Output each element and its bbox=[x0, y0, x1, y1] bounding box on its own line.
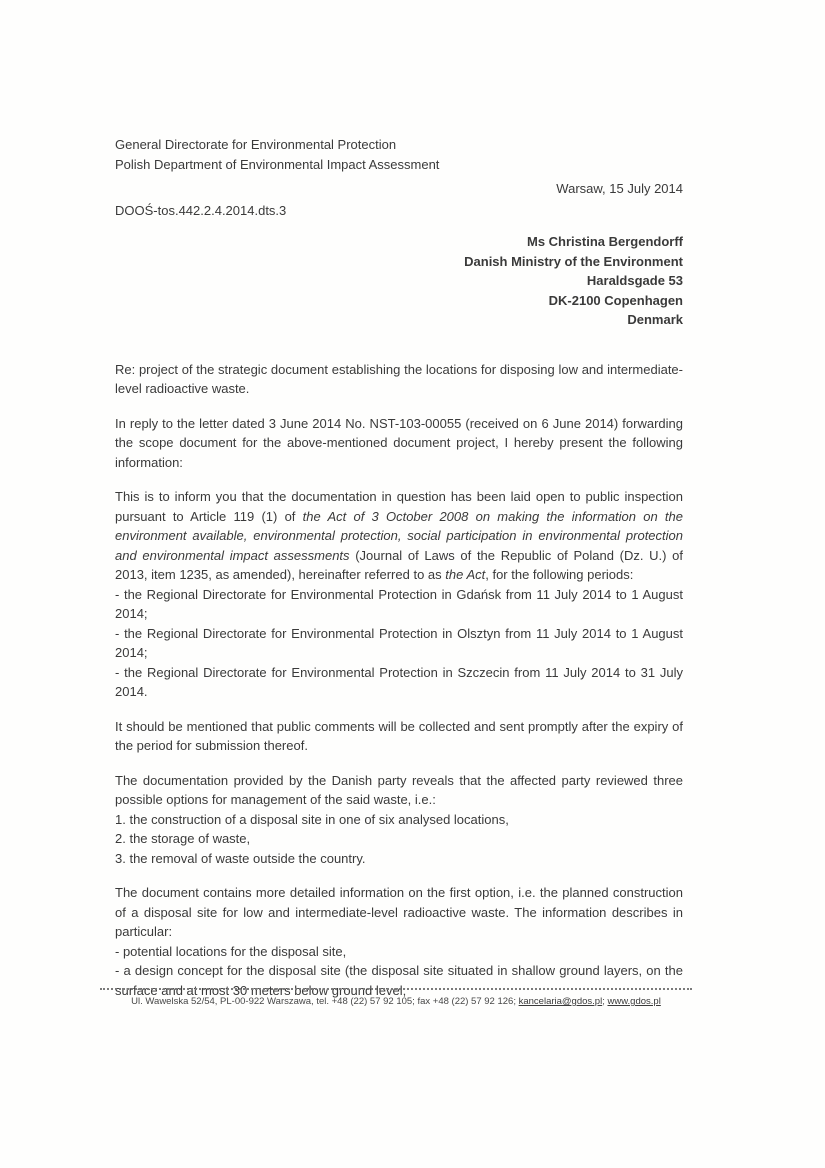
text-segment: - the Regional Directorate for Environmental Protection in Olsztyn from 11 July 2014 to 1 August 2014; bbox=[115, 625, 683, 660]
text-segment: , for the following periods: bbox=[485, 567, 634, 582]
addressee-line: Ms Christina Bergendorff bbox=[526, 234, 683, 249]
letter-footer bbox=[100, 988, 692, 1008]
footer-divider bbox=[100, 988, 692, 990]
addressee-block bbox=[115, 232, 683, 330]
text-segment: (Journal of Laws of the Republic of Poland (Dz. U.) of 2013, item 1235, as amended), hereinafter referred to as bbox=[115, 547, 683, 582]
paragraph bbox=[115, 360, 683, 399]
paragraph bbox=[115, 849, 683, 869]
text-segment: - a design concept for the disposal site (the disposal site situated in shallow ground layers, on the surface and at most 30 meters below ground level; bbox=[115, 963, 683, 998]
text-segment: 2. the storage of waste, bbox=[115, 831, 251, 846]
sender-name: General Directorate for Environmental Protection bbox=[115, 137, 397, 152]
addressee-line: Danish Ministry of the Environment bbox=[464, 253, 683, 269]
footer-link[interactable]: www.gdos.pl bbox=[607, 996, 661, 1007]
text-segment: The documentation provided by the Danish party reveals that the affected party reviewed three possible options for management of the said waste, i.e.: bbox=[115, 772, 683, 807]
text-segment: It should be mentioned that public comments will be collected and sent promptly after the expiry of the period for submission thereof. bbox=[115, 718, 683, 753]
addressee-line: Denmark bbox=[627, 312, 683, 327]
text-segment: 3. the removal of waste outside the country. bbox=[115, 850, 366, 866]
text-segment: 1. the construction of a disposal site in one of six analysed locations, bbox=[115, 811, 509, 827]
footer-link[interactable]: kancelaria@gdos.pl bbox=[518, 996, 603, 1007]
text-segment: In reply to the letter dated 3 June 2014 No. NST-103-00055 (received on 6 June 2014) forwarding the scope document for the above-mentioned document project, I hereby present the following information: bbox=[115, 415, 683, 470]
paragraph bbox=[115, 717, 683, 756]
text-segment: - the Regional Directorate for Environmental Protection in Gdańsk from 11 July 2014 to 1 August 2014; bbox=[115, 586, 683, 621]
paragraph bbox=[115, 771, 683, 810]
paragraph bbox=[115, 883, 683, 942]
letter-body bbox=[115, 360, 683, 1001]
paragraph bbox=[115, 942, 683, 962]
italic-text-segment: the Act bbox=[445, 567, 486, 582]
footer-text bbox=[100, 995, 692, 1008]
letter-content bbox=[115, 135, 683, 1000]
text-segment: - the Regional Directorate for Environmental Protection in Szczecin from 11 July 2014 to 31 July 2014. bbox=[115, 664, 683, 699]
addressee-line: DK-2100 Copenhagen bbox=[548, 292, 683, 308]
letter-date: Warsaw, 15 July 2014 bbox=[556, 181, 683, 196]
text-segment: This is to inform you that the documentation in question has been laid open to public inspection pursuant to Article 119 (1) of bbox=[115, 489, 683, 524]
paragraph bbox=[115, 663, 683, 702]
sender-department: Polish Department of Environmental Impact Assessment bbox=[115, 157, 440, 172]
text-segment: The document contains more detailed information on the first option, i.e. the planned construction of a disposal site for low and intermediate-level radioactive waste. The information describes in particular: bbox=[115, 885, 683, 939]
text-segment: Re: project of the strategic document establishing the locations for disposing low and intermediate-level radioactive waste. bbox=[115, 361, 683, 396]
paragraph bbox=[115, 414, 683, 473]
footer-text-segment: Ul. Wawelska 52/54, PL-00-922 Warszawa, tel. +48 (22) 57 92 105; fax +48 (22) 57 92 126; bbox=[131, 996, 519, 1007]
paragraph bbox=[115, 829, 683, 849]
paragraph bbox=[115, 585, 683, 624]
text-segment: - potential locations for the disposal site, bbox=[115, 943, 347, 959]
paragraph bbox=[115, 810, 683, 830]
reference-number: DOOŚ-tos.442.2.4.2014.dts.3 bbox=[115, 203, 287, 218]
paragraph bbox=[115, 487, 683, 585]
addressee-line: Haraldsgade 53 bbox=[586, 273, 683, 288]
paragraph bbox=[115, 624, 683, 663]
footer-text-segment: ; bbox=[602, 996, 608, 1007]
italic-text-segment: the Act of 3 October 2008 on making the information on the environment available, environmental protection, social participation in environmental protection and environmental impact assessments bbox=[115, 508, 683, 563]
